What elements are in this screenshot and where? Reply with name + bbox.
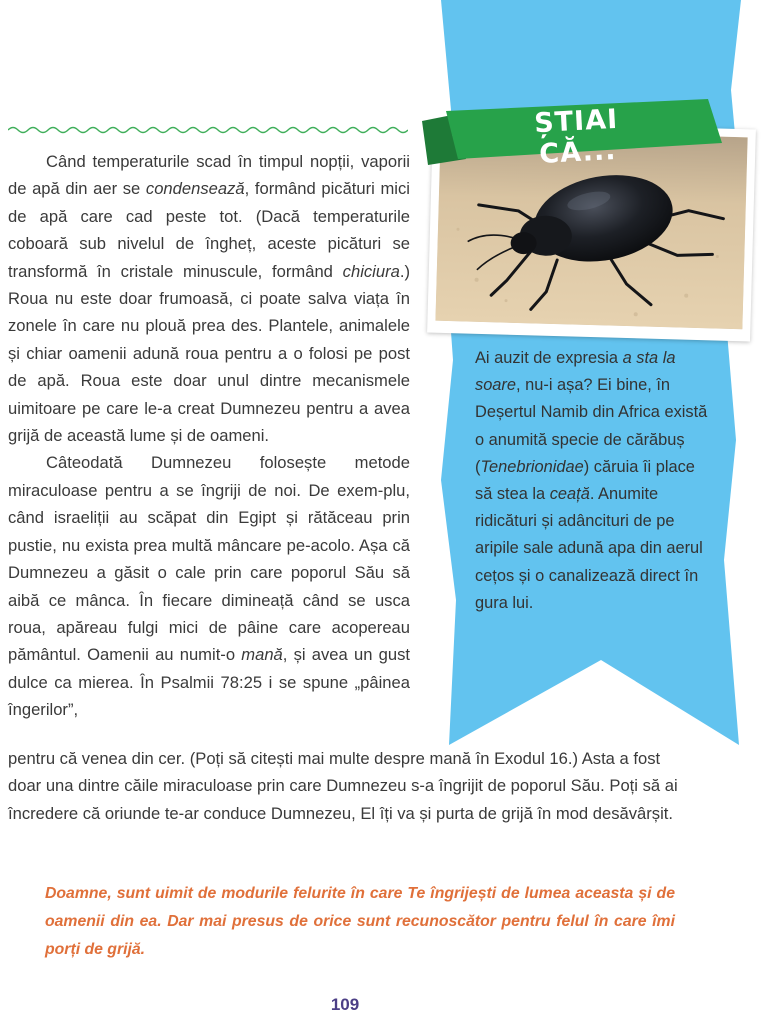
wavy-divider xyxy=(8,124,408,136)
paragraph-manna-continued: pentru că venea din cer. (Poți să citești mai multe despre mană în Exodul 16.) Asta a fost doar una dintre căile miraculoase prin care Dumnezeu s-a îngrijit de poporul Său. Poți să ai încredere că oriunde te-ar conduce Dumnezeu, El îți va și purta de grijă în mod desăvârșit. xyxy=(8,749,678,823)
italic-term: a sta la soare xyxy=(475,349,676,395)
sidebar-fact-text xyxy=(475,345,715,617)
text-run: Când temperaturile scad în timpul nopții, vaporii de apă din aer se xyxy=(8,152,410,199)
text-run: , formând picături mici de apă care cad peste tot. (Dacă temperaturile coboară sub nivelul de îngheț, aceste picături se transformă în cristale minuscule, formând xyxy=(8,179,410,281)
italic-term: condensează xyxy=(145,179,245,199)
paragraph-manna xyxy=(8,449,410,723)
text-run: Câteodată Dumnezeu folosește metode miraculoase pentru a se îngriji de noi. De exem-plu, când israeliții au scăpat din Egipt și rătăceau prin pustie, nu exista prea multă mâncare pe-acolo. Așa că Dumnezeu a găsit o cale prin care poporul Său să aibă ce mânca. În fiecare dimineață când se usca roua, apăreau fulgi mici de pâine care acopereau pământul. Oamenii au numit-o xyxy=(8,453,410,665)
italic-term: chiciura xyxy=(342,261,400,281)
prayer-text: Doamne, sunt uimit de modurile felurite în care Te îngrijești de lumea aceasta și de oamenii din ea. Dar mai presus de orice sunt recunoscător pentru felul în care îmi porți de grijă. xyxy=(45,885,675,958)
text-run: .) Roua nu este doar frumoasă, ci poate salva viața în zonele în care nu plouă prea des. Plantele, animalele și chiar oamenii adună roua pentru a o folosi pe post de apă. Roua este doar unul dintre mecanismele uimitoare pe care le-a creat Dumnezeu pentru a avea grijă de această lume și de oameni. xyxy=(8,261,410,446)
italic-term: Tenebrionidae xyxy=(480,457,584,476)
text-run: ) căruia îi place să stea la xyxy=(475,457,695,504)
main-text-column xyxy=(8,148,410,724)
text-run: , nu-i așa? Ei bine, în Deșertul Namib din Africa există o anumită specie de cărăbuș ( xyxy=(475,376,708,476)
text-run: . Anumite ridicături și adâncituri de pe aripile sale adună apa din aerul cețos și o canalizează direct în gura lui. xyxy=(475,485,703,612)
italic-term: mană xyxy=(241,645,283,665)
sidebar-title: ȘTIAI CĂ... xyxy=(533,103,619,170)
text-run: , și avea un gust dulce ca mierea. În Psalmii 78:25 i se spune „pâinea îngerilor”, xyxy=(8,645,410,720)
paragraph-dew xyxy=(8,148,410,449)
text-run: Ai auzit de expresia xyxy=(475,349,623,367)
page-number: 109 xyxy=(330,995,360,1014)
italic-term: ceață xyxy=(549,485,590,504)
